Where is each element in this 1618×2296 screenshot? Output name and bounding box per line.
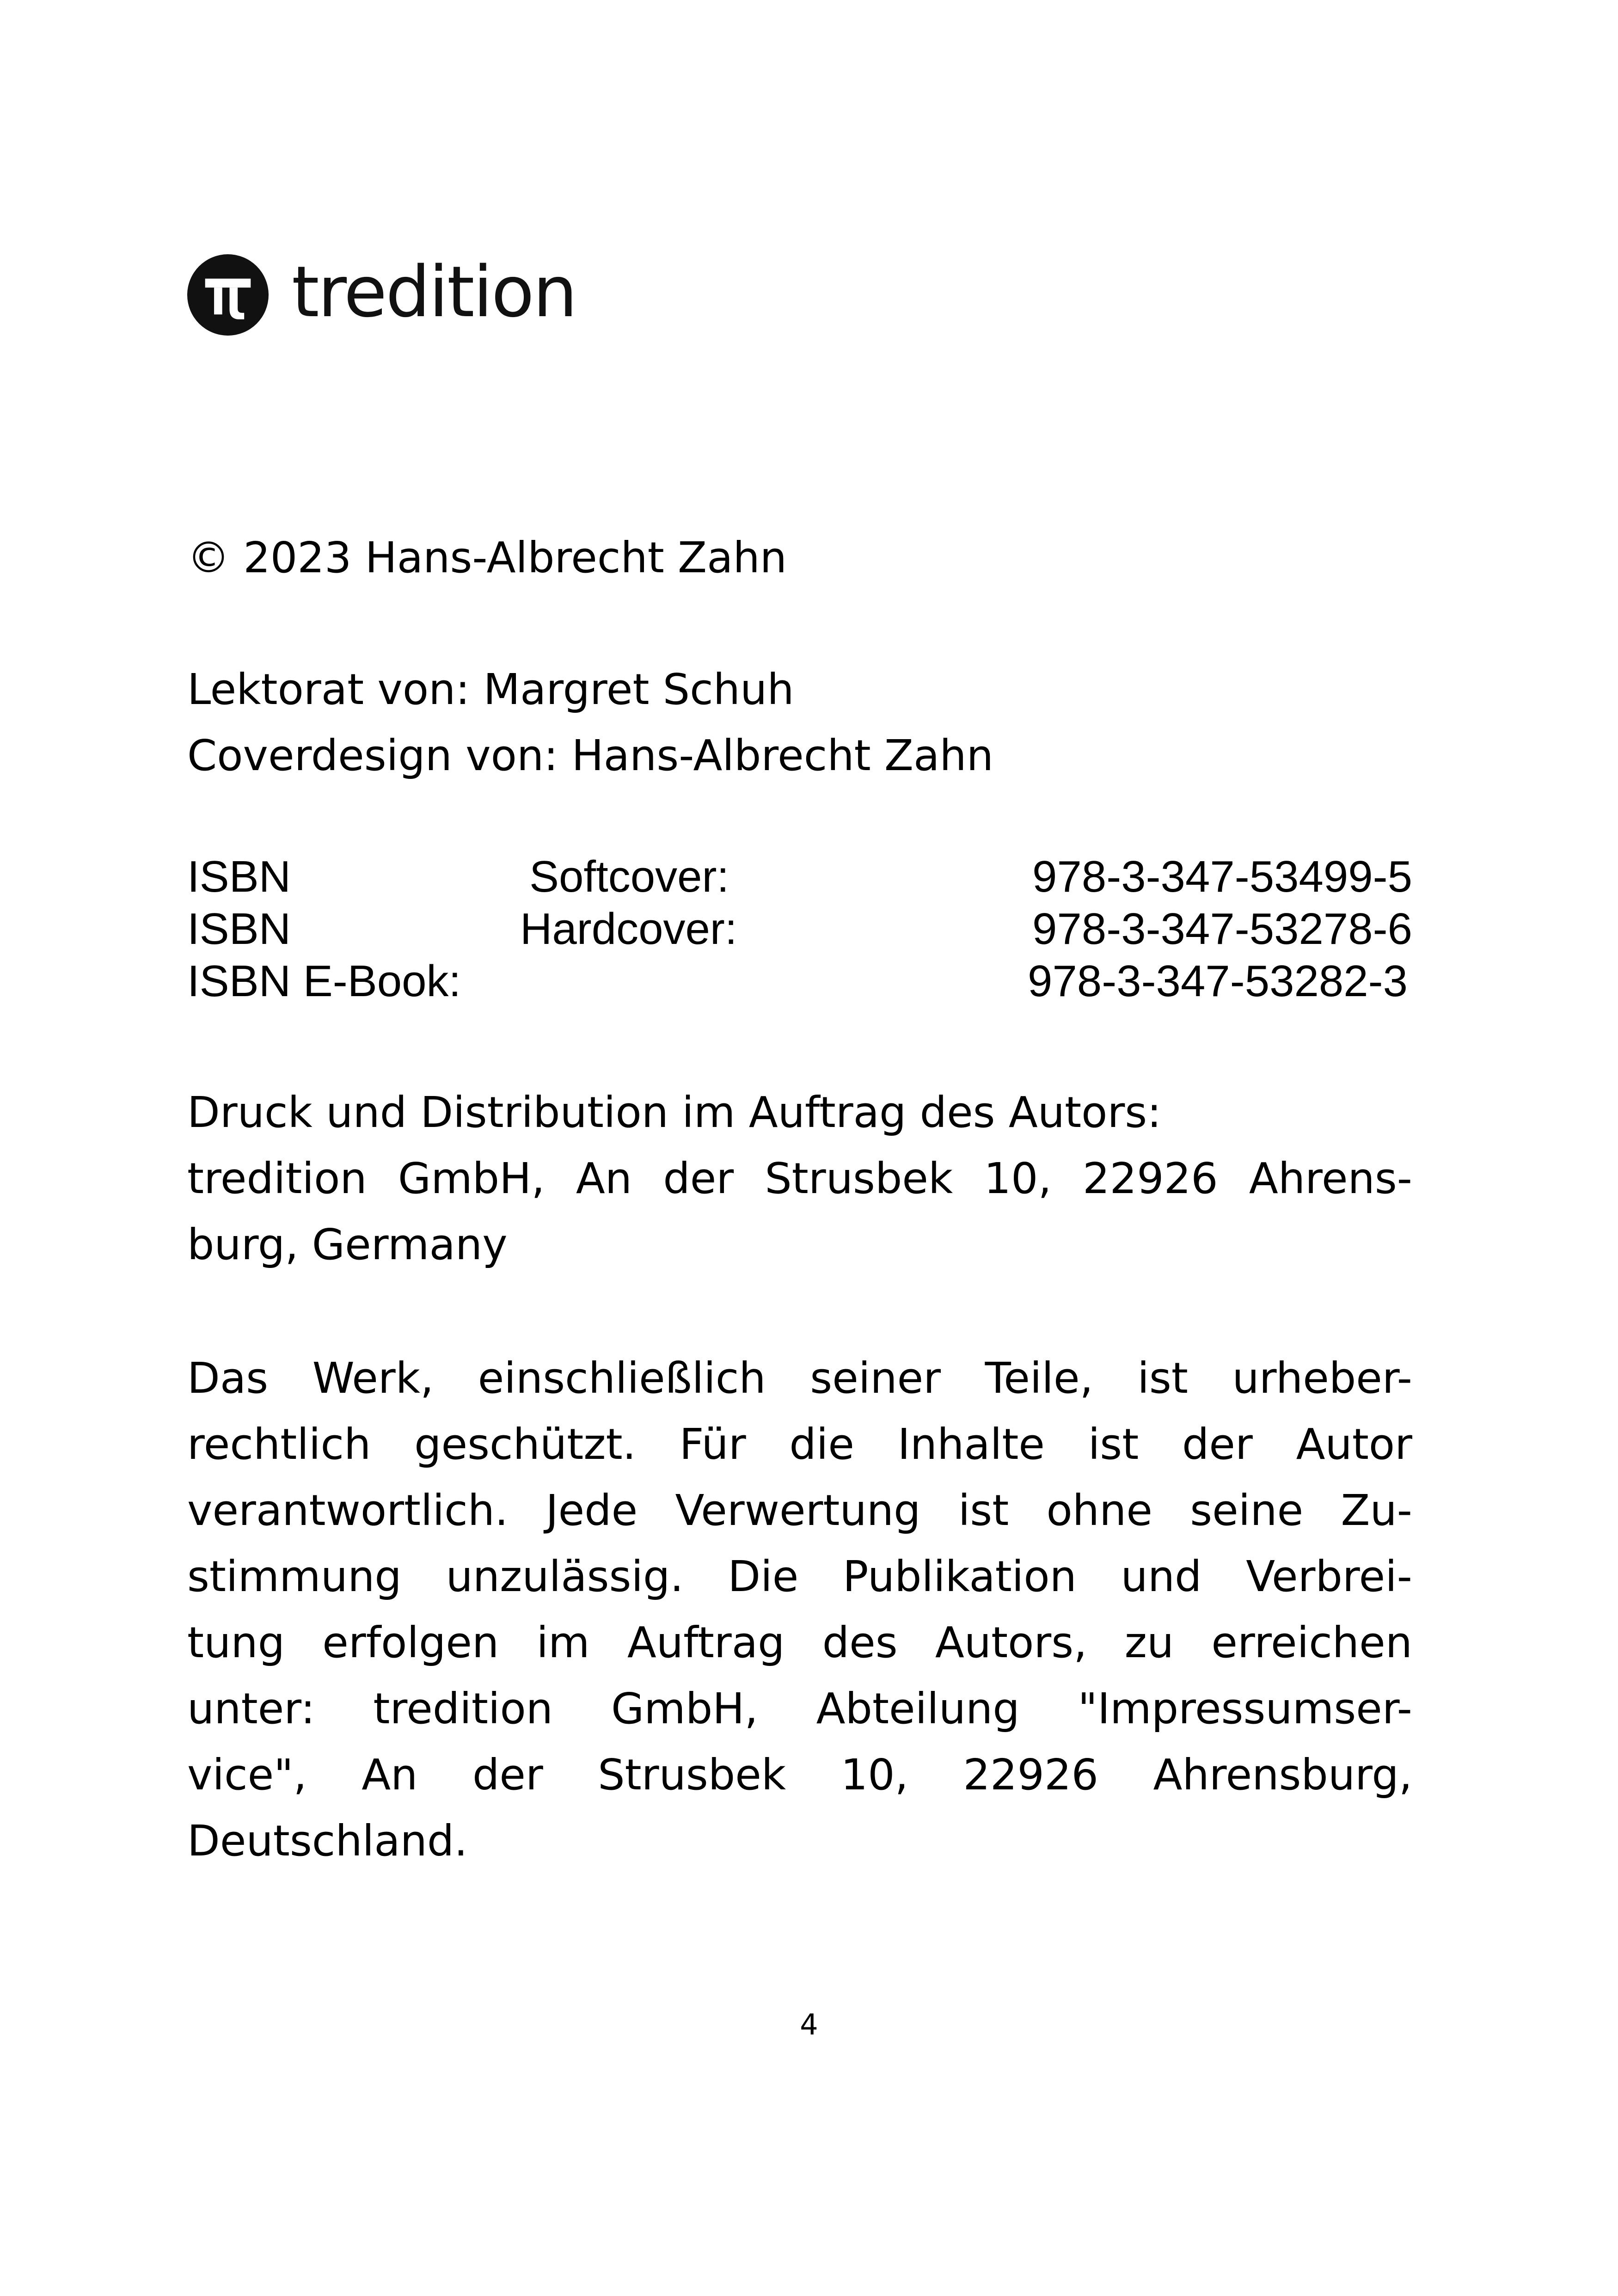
legal-line: tung erfolgen im Auftrag des Autors, zu erreichen <box>187 1618 1412 1667</box>
print-distribution-block <box>187 1079 1412 1278</box>
isbn-kind: Softcover: <box>529 852 729 901</box>
legal-notice <box>187 1345 1412 1874</box>
isbn-label: ISBN E-Book: <box>187 956 461 1006</box>
cover-design-credit: Coverdesign von: Hans-Albrecht Zahn <box>187 731 994 780</box>
isbn-row-hardcover <box>187 903 1412 955</box>
publisher-logo <box>187 253 576 337</box>
isbn-label: ISBN <box>187 904 291 954</box>
print-line: burg, Germany <box>187 1220 508 1269</box>
legal-line: Das Werk, einschließlich seiner Teile, ist urheber- <box>187 1353 1412 1403</box>
isbn-number: 978-3-347-53499-5 <box>1032 852 1412 901</box>
isbn-number: 978-3-347-53282-3 <box>1028 956 1408 1006</box>
legal-line: vice", An der Strusbek 10, 22926 Ahrensburg, <box>187 1750 1412 1800</box>
tredition-logo-icon <box>187 254 269 336</box>
credits-block <box>187 656 1412 789</box>
publisher-name: tredition <box>292 251 576 333</box>
legal-line: unter: tredition GmbH, Abteilung "Impressumser- <box>187 1684 1412 1733</box>
page-number: 4 <box>800 2008 818 2041</box>
isbn-row-ebook <box>187 955 1412 1007</box>
isbn-table <box>187 851 1412 1007</box>
copyright-notice <box>187 525 1412 591</box>
copyright-line: © 2023 Hans-Albrecht Zahn <box>187 533 787 582</box>
editor-credit: Lektorat von: Margret Schuh <box>187 665 794 714</box>
isbn-row-softcover <box>187 851 1412 903</box>
legal-line: rechtlich geschützt. Für die Inhalte ist der Autor <box>187 1420 1412 1469</box>
print-line: Druck und Distribution im Auftrag des Autors: <box>187 1088 1162 1137</box>
isbn-number: 978-3-347-53278-6 <box>1032 904 1412 954</box>
print-line: tredition GmbH, An der Strusbek 10, 22926 Ahrens- <box>187 1154 1412 1203</box>
legal-line: stimmung unzulässig. Die Publikation und Verbrei- <box>187 1552 1412 1601</box>
isbn-label: ISBN <box>187 852 291 901</box>
legal-line: verantwortlich. Jede Verwertung ist ohne seine Zu- <box>187 1486 1412 1535</box>
legal-line: Deutschland. <box>187 1816 468 1866</box>
isbn-kind: Hardcover: <box>520 904 737 954</box>
